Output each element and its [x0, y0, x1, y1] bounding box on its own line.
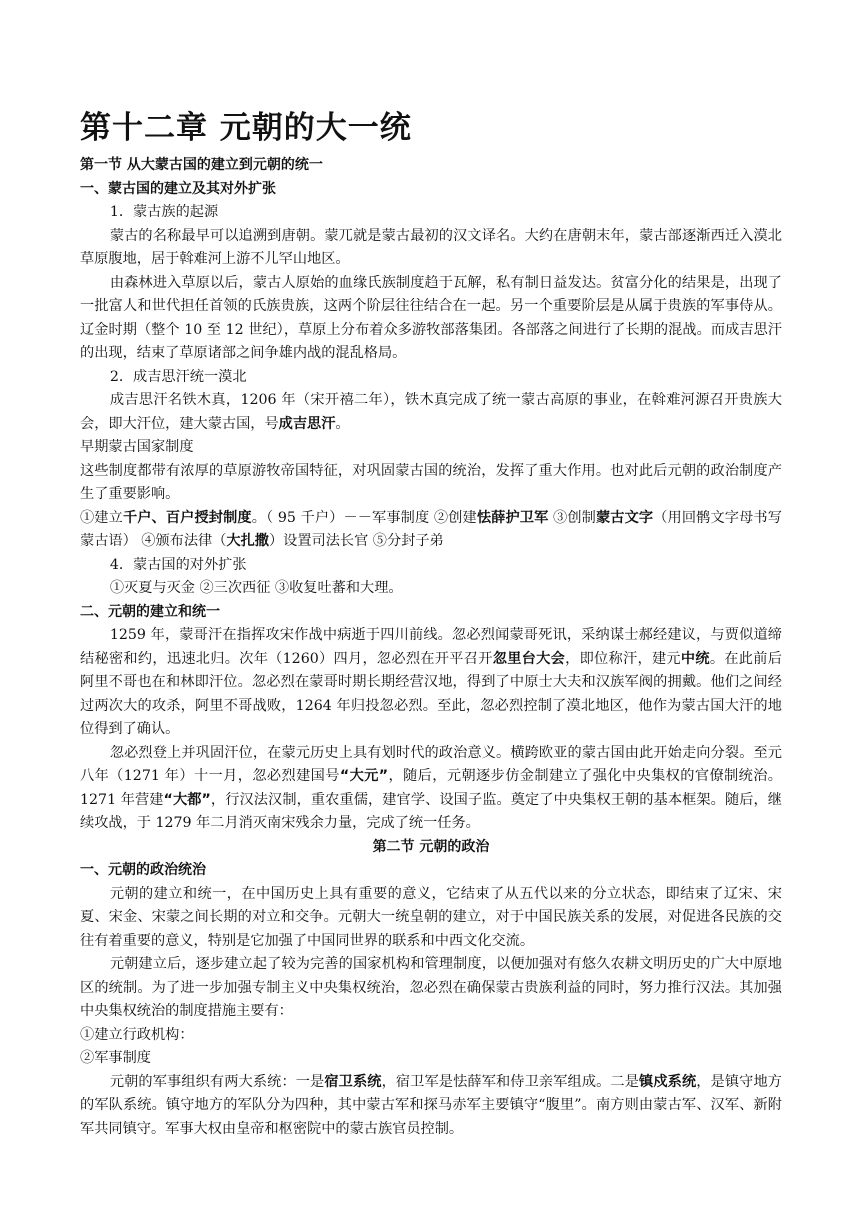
paragraph-institution-list: ①建立千户、百户授封制度。（ 95 千户）－－军事制度 ②创建怯薛护卫军 ③创制蒙古文字（用回鹘文字母书写蒙古语） ④颁布法律（大扎撒）设置司法长官 ⑤分封子弟: [80, 509, 782, 549]
section1-heading-1: 一、蒙古国的建立及其对外扩张: [80, 180, 276, 197]
paragraph-institutions: 这些制度都带有浓厚的草原游牧帝国特征，对巩固蒙古国的统治，发挥了重大作用。也对此后元朝的政治制度产生了重要影响。: [80, 462, 782, 502]
subheading-expansion: 4．蒙古国的对外扩张: [109, 556, 247, 573]
paragraph-origin-2: 由森林进入草原以后，蒙古人原始的血缘氏族制度趋于瓦解，私有制日益发达。贫富分化的结果是，出现了一批富人和世代担任首领的氏族贵族，这两个阶层往往结合在一起。另一个重要阶层是从属于贵族的军事侍从。辽金时期（整个 10 至 12 世纪），草原上分布着众多游牧部落集团。各部落之间进行了长期的混战。而成吉思汗的出现，结束了草原诸部之间争雄内战的混乱格局。: [80, 274, 782, 361]
paragraph-genghis: 成吉思汗名铁木真，1206 年（宋开禧二年），铁木真完成了统一蒙古高原的事业，在斡难河源召开贵族大会，即大汗位，建大蒙古国，号成吉思汗。: [80, 392, 782, 432]
paragraph-politics-1: 元朝的建立和统一，在中国历史上具有重要的意义，它结束了从五代以来的分立状态，即结束了辽宋、宋夏、宋金、宋蒙之间长期的对立和交争。元朝大一统皇朝的建立，对于中国民族关系的发展，对促进各民族的交往有着重要的意义，特别是它加强了中国同世界的联系和中西文化交流。: [80, 885, 782, 949]
section2-heading-1: 一、元朝的政治统治: [80, 862, 206, 878]
subheading-genghis: 2．成吉思汗统一漠北: [109, 368, 247, 385]
paragraph-origin-1: 蒙古的名称最早可以追溯到唐朝。蒙兀就是蒙古最初的汉文译名。大约在唐朝末年，蒙古部逐渐西迁入漠北草原腹地，居于斡难河上游不儿罕山地区。: [80, 227, 782, 267]
paragraph-politics-2: 元朝建立后，逐步建立起了较为完善的国家机构和管理制度，以便加强对有悠久农耕文明历史的广大中原地区的统制。为了进一步加强专制主义中央集权统治，忽必烈在确保蒙古贵族利益的同时，努力推行汉法。其加强中央集权统治的制度措施主要有：: [80, 956, 782, 1019]
section2-title: 第二节 元朝的政治: [372, 838, 490, 855]
paragraph-founding-2: 忽必烈登上并巩固汗位，在蒙元历史上具有划时代的政治意义。横跨欧亚的蒙古国由此开始走向分裂。至元八年（1271 年）十一月，忽必烈建国号“大元”，随后，元朝逐步仿金制建立了强化中央集权的官僚制统治。1271 年营建“大都”，行汉法汉制，重农重儒，建官学、设国子监。奠定了中央集权王朝的基本框架。随后，继续攻战，于 1279 年二月消灭南宋残余力量，完成了统一任务。: [80, 744, 782, 831]
subheading-early-institutions: 早期蒙古国家制度: [80, 439, 194, 455]
document-page: [80, 108, 782, 1141]
paragraph-expansion: ①灭夏与灭金 ②三次西征 ③收复吐蕃和大理。: [109, 580, 403, 596]
chapter-title: 第十二章 元朝的大一统: [80, 110, 412, 146]
paragraph-founding-1: 1259 年，蒙哥汗在指挥攻宋作战中病逝于四川前线。忽必烈闻蒙哥死讯，采纳谋士郝经建议，与贾似道缔结秘密和约，迅速北归。次年（1260）四月，忽必烈在开平召开忽里台大会，即位称汗，建元中统。在此前后阿里不哥也在和林即汗位。忽必烈在蒙哥时期长期经营汉地，得到了中原士大夫和汉族军阀的拥戴。他们之间经过两次大的攻杀，阿里不哥战败，1264 年归投忽必烈。至此，忽必烈控制了漠北地区，他作为蒙古国大汗的地位得到了确认。: [80, 627, 782, 737]
subheading-origin: 1．蒙古族的起源: [109, 204, 219, 220]
list-item-administration: ①建立行政机构：: [80, 1026, 194, 1043]
paragraph-military: 元朝的军事组织有两大系统：一是宿卫系统，宿卫军是怯薛军和侍卫亲军组成。二是镇戍系统，是镇守地方的军队系统。镇守地方的军队分为四种，其中蒙古军和探马赤军主要镇守“腹里”。南方则由蒙古军、汉军、新附军共同镇守。军事大权由皇帝和枢密院中的蒙古族官员控制。: [80, 1073, 782, 1137]
section1-heading-2: 二、元朝的建立和统一: [80, 603, 220, 620]
list-item-military: ②军事制度: [80, 1050, 151, 1066]
section1-title: 第一节 从大蒙古国的建立到元朝的统一: [80, 157, 323, 173]
